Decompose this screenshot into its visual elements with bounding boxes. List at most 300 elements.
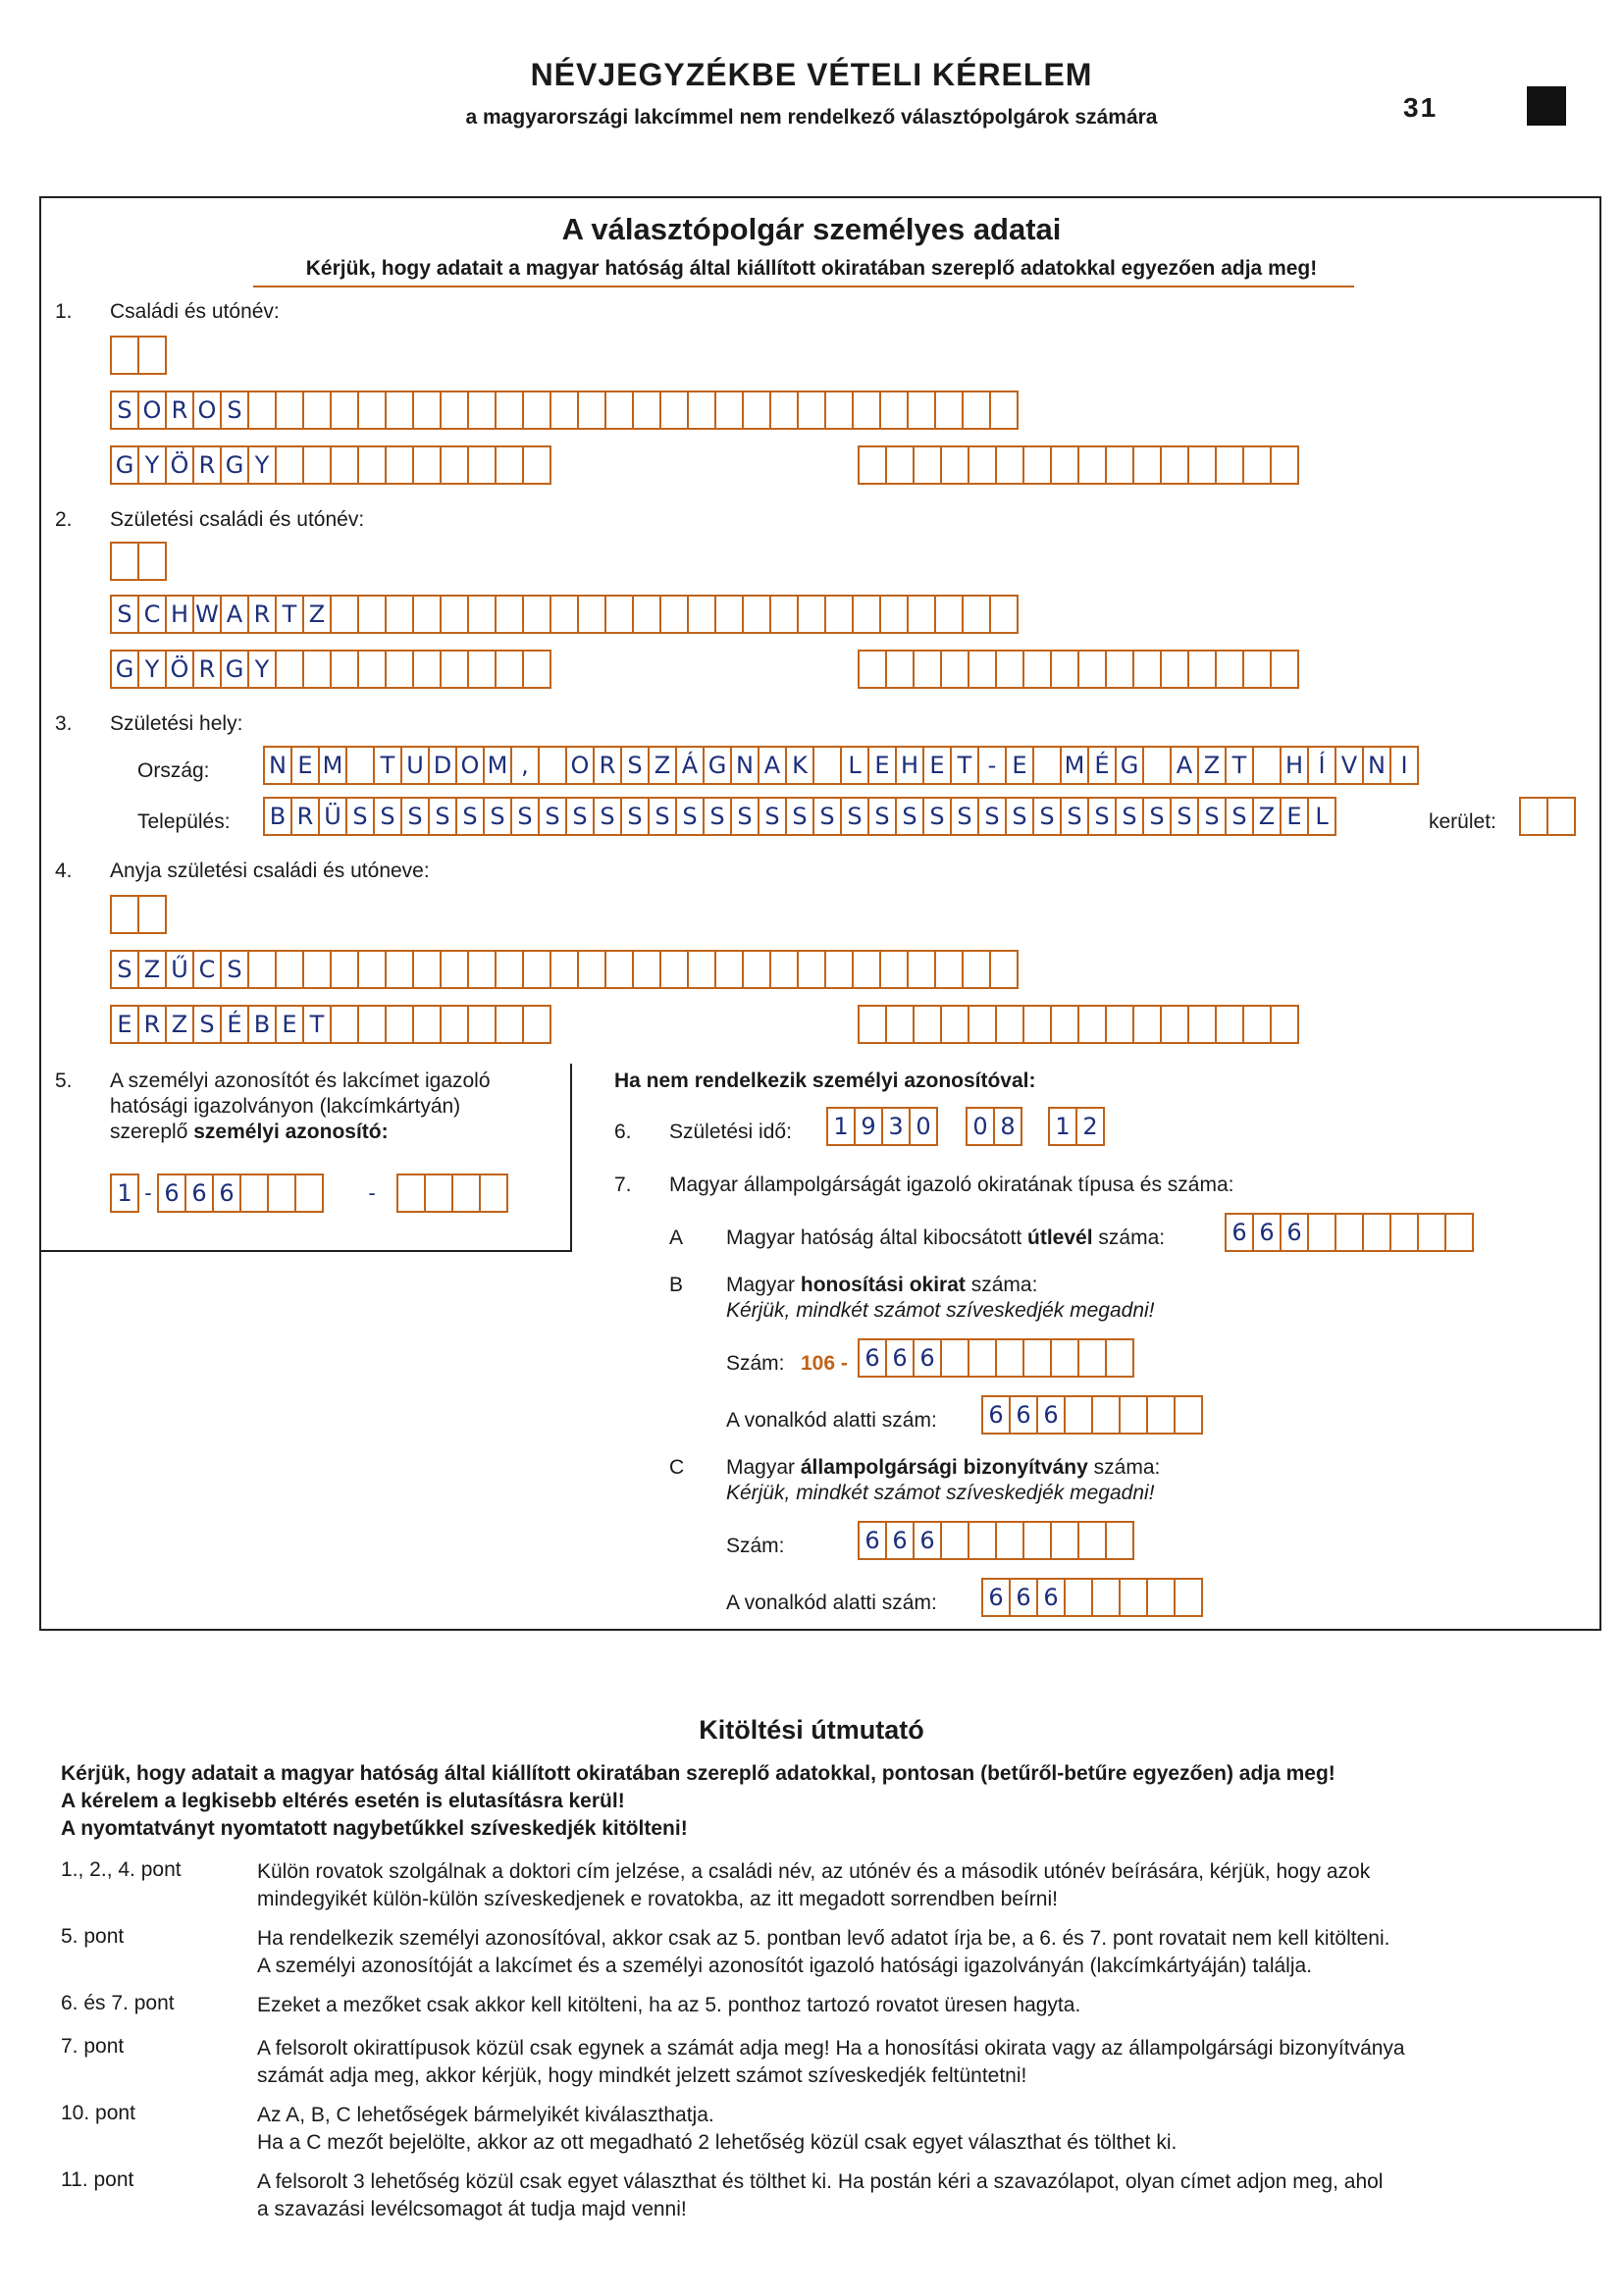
char-box[interactable] bbox=[385, 445, 414, 485]
char-box[interactable] bbox=[1242, 1005, 1272, 1044]
char-box[interactable] bbox=[330, 1005, 359, 1044]
char-box[interactable] bbox=[495, 445, 524, 485]
char-box[interactable]: H bbox=[1280, 746, 1309, 785]
char-box[interactable]: C bbox=[137, 595, 167, 634]
char-box[interactable]: S bbox=[785, 797, 814, 836]
char-box[interactable]: M bbox=[318, 746, 347, 785]
char-box[interactable] bbox=[1215, 445, 1244, 485]
char-box[interactable] bbox=[907, 950, 936, 989]
char-box[interactable] bbox=[467, 445, 497, 485]
char-box[interactable] bbox=[330, 445, 359, 485]
char-box[interactable]: Ű bbox=[165, 950, 194, 989]
char-box[interactable]: T bbox=[1225, 746, 1254, 785]
char-box[interactable]: S bbox=[620, 797, 650, 836]
char-box[interactable] bbox=[812, 746, 842, 785]
char-box[interactable]: 0 bbox=[909, 1107, 938, 1146]
char-box[interactable] bbox=[962, 595, 991, 634]
char-box[interactable] bbox=[858, 650, 887, 689]
char-box[interactable] bbox=[385, 1005, 414, 1044]
char-box[interactable] bbox=[1105, 1338, 1134, 1378]
char-box[interactable]: T bbox=[275, 595, 304, 634]
field-1-given-name-boxes[interactable] bbox=[110, 445, 550, 485]
char-box[interactable]: 6 bbox=[858, 1338, 887, 1378]
char-box[interactable] bbox=[302, 650, 332, 689]
char-box[interactable]: E bbox=[1005, 746, 1034, 785]
char-box[interactable] bbox=[440, 391, 469, 430]
char-box[interactable] bbox=[522, 445, 551, 485]
passport-number-boxes[interactable] bbox=[1225, 1213, 1472, 1252]
char-box[interactable] bbox=[989, 950, 1019, 989]
char-box[interactable] bbox=[968, 1338, 997, 1378]
char-box[interactable]: E bbox=[290, 746, 320, 785]
char-box[interactable]: S bbox=[1197, 797, 1227, 836]
char-box[interactable] bbox=[852, 391, 881, 430]
char-box[interactable] bbox=[1064, 1578, 1093, 1617]
char-box[interactable] bbox=[451, 1174, 481, 1213]
char-box[interactable] bbox=[357, 1005, 387, 1044]
char-box[interactable] bbox=[940, 1521, 969, 1560]
char-box[interactable] bbox=[1146, 1578, 1176, 1617]
char-box[interactable] bbox=[858, 1005, 887, 1044]
char-box[interactable]: K bbox=[785, 746, 814, 785]
char-box[interactable] bbox=[330, 391, 359, 430]
char-box[interactable] bbox=[522, 650, 551, 689]
char-box[interactable] bbox=[385, 391, 414, 430]
char-box[interactable] bbox=[110, 895, 139, 934]
char-box[interactable]: B bbox=[263, 797, 292, 836]
char-box[interactable]: 1 bbox=[826, 1107, 856, 1146]
char-box[interactable] bbox=[1091, 1395, 1121, 1435]
char-box[interactable]: 6 bbox=[157, 1174, 186, 1213]
char-box[interactable]: G bbox=[1115, 746, 1144, 785]
char-box[interactable]: 6 bbox=[981, 1578, 1011, 1617]
char-box[interactable] bbox=[479, 1174, 508, 1213]
char-box[interactable] bbox=[440, 595, 469, 634]
char-box[interactable]: 6 bbox=[212, 1174, 241, 1213]
char-box[interactable] bbox=[302, 445, 332, 485]
char-box[interactable] bbox=[885, 445, 915, 485]
naturalization-number-boxes[interactable] bbox=[858, 1338, 1132, 1378]
char-box[interactable] bbox=[687, 595, 716, 634]
char-box[interactable]: Ö bbox=[165, 445, 194, 485]
char-box[interactable] bbox=[385, 650, 414, 689]
personal-id-group-2[interactable] bbox=[157, 1174, 322, 1213]
field-2-family-name-boxes[interactable] bbox=[110, 595, 1017, 634]
char-box[interactable] bbox=[769, 950, 799, 989]
char-box[interactable] bbox=[440, 950, 469, 989]
char-box[interactable] bbox=[1187, 650, 1217, 689]
char-box[interactable] bbox=[879, 595, 909, 634]
char-box[interactable] bbox=[137, 336, 167, 375]
char-box[interactable]: S bbox=[110, 595, 139, 634]
char-box[interactable]: Z bbox=[137, 950, 167, 989]
char-box[interactable] bbox=[1050, 1338, 1079, 1378]
char-box[interactable] bbox=[989, 391, 1019, 430]
char-box[interactable] bbox=[412, 445, 442, 485]
char-box[interactable]: S bbox=[400, 797, 430, 836]
char-box[interactable] bbox=[907, 391, 936, 430]
char-box[interactable]: 6 bbox=[1009, 1578, 1038, 1617]
char-box[interactable]: H bbox=[895, 746, 924, 785]
char-box[interactable] bbox=[797, 950, 826, 989]
char-box[interactable] bbox=[550, 595, 579, 634]
char-box[interactable]: R bbox=[290, 797, 320, 836]
char-box[interactable]: M bbox=[1060, 746, 1089, 785]
char-box[interactable] bbox=[1105, 445, 1134, 485]
char-box[interactable] bbox=[467, 950, 497, 989]
char-box[interactable] bbox=[577, 391, 606, 430]
char-box[interactable]: S bbox=[977, 797, 1007, 836]
char-box[interactable] bbox=[962, 391, 991, 430]
char-box[interactable]: - bbox=[977, 746, 1007, 785]
char-box[interactable] bbox=[1335, 1213, 1364, 1252]
char-box[interactable]: 8 bbox=[993, 1107, 1022, 1146]
char-box[interactable]: N bbox=[263, 746, 292, 785]
char-box[interactable] bbox=[742, 950, 771, 989]
char-box[interactable] bbox=[659, 391, 689, 430]
char-box[interactable] bbox=[913, 445, 942, 485]
char-box[interactable] bbox=[396, 1174, 426, 1213]
char-box[interactable]: B bbox=[247, 1005, 277, 1044]
char-box[interactable] bbox=[879, 950, 909, 989]
char-box[interactable] bbox=[989, 595, 1019, 634]
char-box[interactable] bbox=[1022, 445, 1052, 485]
char-box[interactable]: S bbox=[345, 797, 375, 836]
char-box[interactable] bbox=[385, 595, 414, 634]
char-box[interactable]: H bbox=[165, 595, 194, 634]
char-box[interactable] bbox=[604, 595, 634, 634]
field-4-title-boxes[interactable] bbox=[110, 895, 165, 934]
char-box[interactable]: Ö bbox=[165, 650, 194, 689]
birth-year-boxes[interactable] bbox=[826, 1107, 936, 1146]
char-box[interactable] bbox=[1546, 797, 1576, 836]
char-box[interactable] bbox=[824, 391, 854, 430]
char-box[interactable]: E bbox=[1280, 797, 1309, 836]
char-box[interactable] bbox=[687, 950, 716, 989]
char-box[interactable]: S bbox=[1087, 797, 1117, 836]
char-box[interactable] bbox=[995, 1521, 1024, 1560]
char-box[interactable] bbox=[495, 650, 524, 689]
char-box[interactable]: S bbox=[950, 797, 979, 836]
char-box[interactable] bbox=[604, 391, 634, 430]
char-box[interactable]: D bbox=[428, 746, 457, 785]
char-box[interactable] bbox=[330, 595, 359, 634]
char-box[interactable] bbox=[632, 950, 661, 989]
char-box[interactable] bbox=[1242, 445, 1272, 485]
birth-month-boxes[interactable] bbox=[966, 1107, 1021, 1146]
char-box[interactable]: S bbox=[220, 950, 249, 989]
personal-id-group-1[interactable] bbox=[110, 1174, 137, 1213]
char-box[interactable]: S bbox=[110, 391, 139, 430]
char-box[interactable] bbox=[1022, 1005, 1052, 1044]
char-box[interactable]: A bbox=[1170, 746, 1199, 785]
char-box[interactable] bbox=[522, 1005, 551, 1044]
char-box[interactable] bbox=[968, 445, 997, 485]
char-box[interactable]: Z bbox=[1252, 797, 1282, 836]
char-box[interactable]: Í bbox=[1307, 746, 1336, 785]
char-box[interactable] bbox=[247, 391, 277, 430]
char-box[interactable]: O bbox=[565, 746, 595, 785]
char-box[interactable] bbox=[1160, 650, 1189, 689]
char-box[interactable] bbox=[1132, 445, 1162, 485]
char-box[interactable] bbox=[687, 391, 716, 430]
char-box[interactable]: S bbox=[593, 797, 622, 836]
char-box[interactable] bbox=[1077, 650, 1107, 689]
char-box[interactable] bbox=[934, 391, 964, 430]
char-box[interactable] bbox=[294, 1174, 324, 1213]
char-box[interactable]: 9 bbox=[854, 1107, 883, 1146]
char-box[interactable]: Y bbox=[247, 445, 277, 485]
char-box[interactable] bbox=[137, 895, 167, 934]
char-box[interactable] bbox=[345, 746, 375, 785]
char-box[interactable]: S bbox=[192, 1005, 222, 1044]
char-box[interactable] bbox=[440, 445, 469, 485]
char-box[interactable]: Z bbox=[1197, 746, 1227, 785]
char-box[interactable] bbox=[1215, 1005, 1244, 1044]
char-box[interactable] bbox=[550, 950, 579, 989]
char-box[interactable] bbox=[1389, 1213, 1419, 1252]
char-box[interactable] bbox=[995, 1005, 1024, 1044]
char-box[interactable] bbox=[968, 1521, 997, 1560]
char-box[interactable]: 6 bbox=[858, 1521, 887, 1560]
char-box[interactable]: S bbox=[703, 797, 732, 836]
char-box[interactable] bbox=[495, 1005, 524, 1044]
char-box[interactable] bbox=[1146, 1395, 1176, 1435]
char-box[interactable]: O bbox=[137, 391, 167, 430]
char-box[interactable] bbox=[440, 1005, 469, 1044]
char-box[interactable]: O bbox=[455, 746, 485, 785]
char-box[interactable] bbox=[302, 391, 332, 430]
char-box[interactable] bbox=[632, 595, 661, 634]
char-box[interactable]: 1 bbox=[1048, 1107, 1077, 1146]
char-box[interactable]: S bbox=[675, 797, 705, 836]
char-box[interactable]: R bbox=[247, 595, 277, 634]
char-box[interactable] bbox=[302, 950, 332, 989]
char-box[interactable]: R bbox=[192, 445, 222, 485]
char-box[interactable]: M bbox=[483, 746, 512, 785]
char-box[interactable] bbox=[1077, 1521, 1107, 1560]
char-box[interactable] bbox=[267, 1174, 296, 1213]
char-box[interactable] bbox=[1252, 746, 1282, 785]
char-box[interactable] bbox=[247, 950, 277, 989]
char-box[interactable]: V bbox=[1335, 746, 1364, 785]
char-box[interactable]: É bbox=[220, 1005, 249, 1044]
char-box[interactable]: S bbox=[758, 797, 787, 836]
char-box[interactable] bbox=[1022, 650, 1052, 689]
char-box[interactable]: T bbox=[302, 1005, 332, 1044]
char-box[interactable] bbox=[412, 391, 442, 430]
char-box[interactable] bbox=[1215, 650, 1244, 689]
char-box[interactable]: Z bbox=[648, 746, 677, 785]
char-box[interactable] bbox=[522, 950, 551, 989]
char-box[interactable]: S bbox=[895, 797, 924, 836]
char-box[interactable] bbox=[1187, 1005, 1217, 1044]
char-box[interactable] bbox=[1160, 445, 1189, 485]
char-box[interactable] bbox=[940, 1005, 969, 1044]
char-box[interactable] bbox=[1417, 1213, 1446, 1252]
char-box[interactable] bbox=[797, 595, 826, 634]
char-box[interactable] bbox=[577, 950, 606, 989]
char-box[interactable] bbox=[940, 445, 969, 485]
field-1-family-name-boxes[interactable] bbox=[110, 391, 1017, 430]
char-box[interactable] bbox=[1174, 1395, 1203, 1435]
char-box[interactable] bbox=[769, 595, 799, 634]
char-box[interactable]: S bbox=[220, 391, 249, 430]
char-box[interactable] bbox=[1105, 650, 1134, 689]
char-box[interactable]: T bbox=[373, 746, 402, 785]
char-box[interactable]: S bbox=[1225, 797, 1254, 836]
char-box[interactable]: S bbox=[620, 746, 650, 785]
char-box[interactable] bbox=[110, 542, 139, 581]
char-box[interactable] bbox=[495, 595, 524, 634]
char-box[interactable] bbox=[1091, 1578, 1121, 1617]
char-box[interactable] bbox=[412, 595, 442, 634]
char-box[interactable] bbox=[714, 950, 744, 989]
char-box[interactable]: S bbox=[730, 797, 759, 836]
char-box[interactable] bbox=[1105, 1521, 1134, 1560]
char-box[interactable] bbox=[275, 445, 304, 485]
char-box[interactable]: S bbox=[867, 797, 897, 836]
char-box[interactable] bbox=[467, 650, 497, 689]
birth-day-boxes[interactable] bbox=[1048, 1107, 1103, 1146]
field-2-second-given-name-boxes[interactable] bbox=[858, 650, 1297, 689]
char-box[interactable] bbox=[1519, 797, 1548, 836]
char-box[interactable]: I bbox=[1389, 746, 1419, 785]
char-box[interactable] bbox=[1119, 1395, 1148, 1435]
char-box[interactable]: U bbox=[400, 746, 430, 785]
field-4-family-name-boxes[interactable] bbox=[110, 950, 1017, 989]
char-box[interactable] bbox=[1050, 1521, 1079, 1560]
char-box[interactable] bbox=[1050, 650, 1079, 689]
char-box[interactable]: A bbox=[758, 746, 787, 785]
char-box[interactable] bbox=[934, 950, 964, 989]
char-box[interactable] bbox=[1050, 445, 1079, 485]
char-box[interactable] bbox=[275, 650, 304, 689]
field-4-second-given-name-boxes[interactable] bbox=[858, 1005, 1297, 1044]
char-box[interactable]: 6 bbox=[981, 1395, 1011, 1435]
char-box[interactable] bbox=[1142, 746, 1172, 785]
char-box[interactable]: Á bbox=[675, 746, 705, 785]
char-box[interactable]: R bbox=[165, 391, 194, 430]
char-box[interactable] bbox=[1022, 1521, 1052, 1560]
char-box[interactable] bbox=[357, 391, 387, 430]
citizenship-cert-barcode-boxes[interactable] bbox=[981, 1578, 1201, 1617]
char-box[interactable]: 6 bbox=[913, 1521, 942, 1560]
char-box[interactable] bbox=[1064, 1395, 1093, 1435]
char-box[interactable]: L bbox=[1307, 797, 1336, 836]
char-box[interactable] bbox=[742, 595, 771, 634]
char-box[interactable] bbox=[885, 1005, 915, 1044]
char-box[interactable] bbox=[934, 595, 964, 634]
char-box[interactable]: G bbox=[220, 650, 249, 689]
char-box[interactable] bbox=[1174, 1578, 1203, 1617]
char-box[interactable]: 3 bbox=[881, 1107, 911, 1146]
char-box[interactable] bbox=[1187, 445, 1217, 485]
char-box[interactable] bbox=[467, 595, 497, 634]
field-2-given-name-boxes[interactable] bbox=[110, 650, 550, 689]
char-box[interactable] bbox=[1270, 445, 1299, 485]
char-box[interactable] bbox=[1270, 1005, 1299, 1044]
char-box[interactable]: S bbox=[1170, 797, 1199, 836]
char-box[interactable]: 6 bbox=[184, 1174, 214, 1213]
char-box[interactable]: S bbox=[1142, 797, 1172, 836]
naturalization-barcode-boxes[interactable] bbox=[981, 1395, 1201, 1435]
char-box[interactable] bbox=[659, 595, 689, 634]
char-box[interactable]: 1 bbox=[110, 1174, 139, 1213]
char-box[interactable]: N bbox=[1362, 746, 1391, 785]
char-box[interactable] bbox=[424, 1174, 453, 1213]
char-box[interactable] bbox=[330, 950, 359, 989]
char-box[interactable] bbox=[275, 950, 304, 989]
char-box[interactable] bbox=[330, 650, 359, 689]
char-box[interactable]: S bbox=[565, 797, 595, 836]
char-box[interactable] bbox=[357, 950, 387, 989]
char-box[interactable] bbox=[1362, 1213, 1391, 1252]
citizenship-cert-number-boxes[interactable] bbox=[858, 1521, 1132, 1560]
field-4-given-name-boxes[interactable] bbox=[110, 1005, 550, 1044]
char-box[interactable] bbox=[440, 650, 469, 689]
char-box[interactable] bbox=[940, 650, 969, 689]
char-box[interactable]: G bbox=[703, 746, 732, 785]
char-box[interactable] bbox=[995, 445, 1024, 485]
char-box[interactable]: S bbox=[110, 950, 139, 989]
char-box[interactable] bbox=[879, 391, 909, 430]
char-box[interactable] bbox=[797, 391, 826, 430]
char-box[interactable] bbox=[538, 746, 567, 785]
char-box[interactable]: Y bbox=[247, 650, 277, 689]
char-box[interactable] bbox=[1242, 650, 1272, 689]
char-box[interactable] bbox=[632, 391, 661, 430]
char-box[interactable]: S bbox=[428, 797, 457, 836]
char-box[interactable] bbox=[913, 650, 942, 689]
char-box[interactable]: S bbox=[373, 797, 402, 836]
field-2-title-boxes[interactable] bbox=[110, 542, 165, 581]
char-box[interactable] bbox=[137, 542, 167, 581]
char-box[interactable]: G bbox=[220, 445, 249, 485]
char-box[interactable] bbox=[412, 1005, 442, 1044]
char-box[interactable] bbox=[239, 1174, 269, 1213]
char-box[interactable] bbox=[968, 1005, 997, 1044]
char-box[interactable] bbox=[1032, 746, 1062, 785]
char-box[interactable] bbox=[412, 950, 442, 989]
char-box[interactable] bbox=[1119, 1578, 1148, 1617]
char-box[interactable]: Ü bbox=[318, 797, 347, 836]
char-box[interactable] bbox=[522, 391, 551, 430]
char-box[interactable]: S bbox=[1032, 797, 1062, 836]
char-box[interactable]: 6 bbox=[1280, 1213, 1309, 1252]
char-box[interactable] bbox=[604, 950, 634, 989]
char-box[interactable] bbox=[659, 950, 689, 989]
char-box[interactable]: E bbox=[275, 1005, 304, 1044]
char-box[interactable]: Y bbox=[137, 650, 167, 689]
char-box[interactable] bbox=[495, 950, 524, 989]
char-box[interactable] bbox=[550, 391, 579, 430]
char-box[interactable]: E bbox=[922, 746, 952, 785]
country-boxes[interactable] bbox=[263, 746, 1417, 785]
char-box[interactable]: S bbox=[1060, 797, 1089, 836]
char-box[interactable]: N bbox=[730, 746, 759, 785]
char-box[interactable]: S bbox=[455, 797, 485, 836]
char-box[interactable]: E bbox=[110, 1005, 139, 1044]
field-1-second-given-name-boxes[interactable] bbox=[858, 445, 1297, 485]
char-box[interactable]: 6 bbox=[885, 1338, 915, 1378]
char-box[interactable]: 6 bbox=[1252, 1213, 1282, 1252]
char-box[interactable]: R bbox=[593, 746, 622, 785]
char-box[interactable]: Z bbox=[165, 1005, 194, 1044]
char-box[interactable]: 6 bbox=[913, 1338, 942, 1378]
char-box[interactable]: 0 bbox=[966, 1107, 995, 1146]
char-box[interactable]: R bbox=[137, 1005, 167, 1044]
